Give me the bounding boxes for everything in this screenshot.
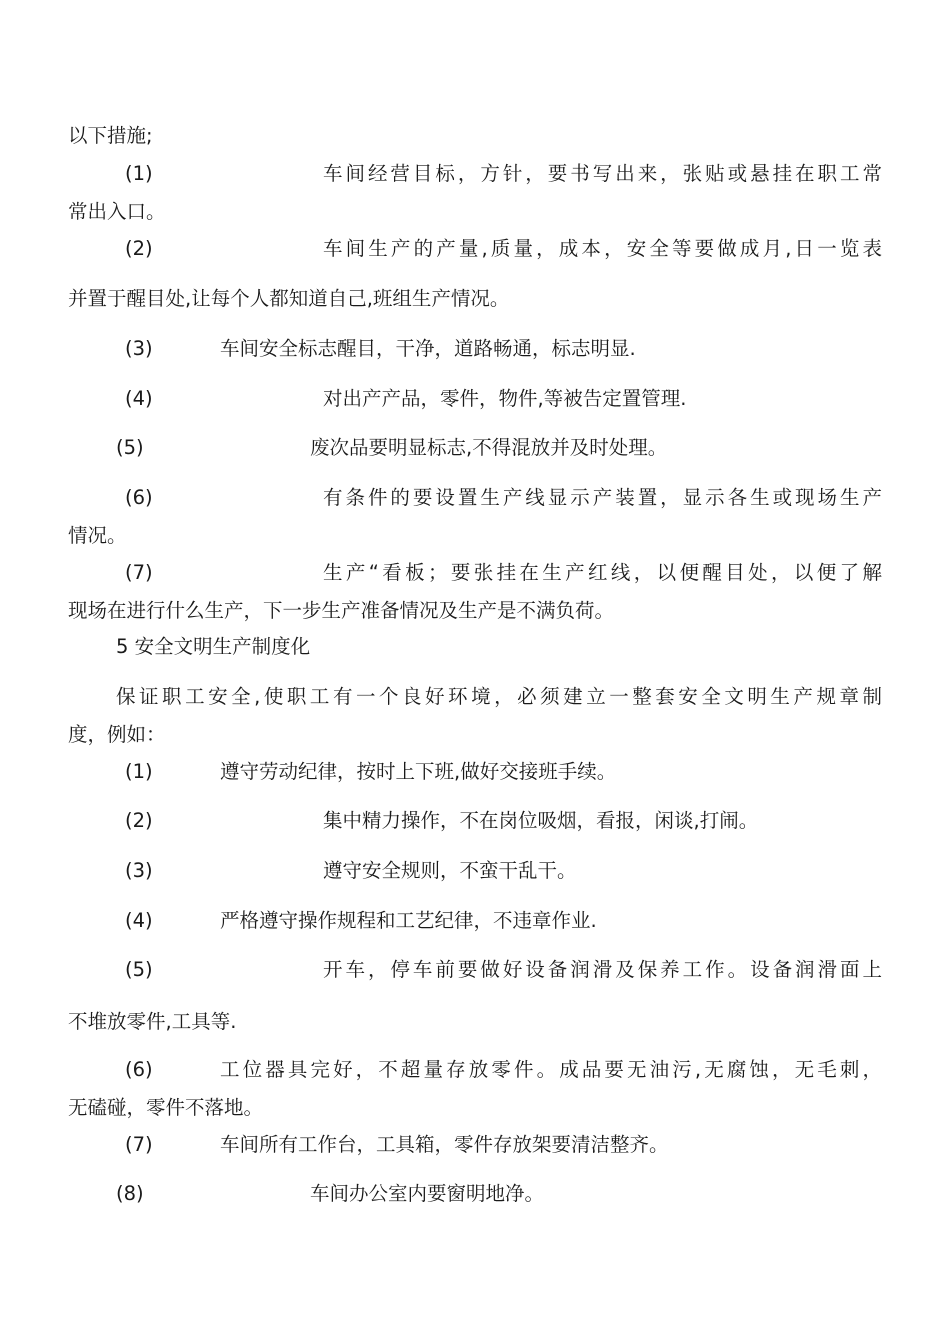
measure-number: (1) <box>125 162 153 185</box>
rule-text: 开车，停车前要做好设备润滑及保养工作。设备润滑面上 <box>323 958 882 981</box>
rule-text-cont: 无磕碰，零件不落地。 <box>68 1096 264 1119</box>
rule-text: 车间所有工作台，工具箱，零件存放架要清洁整齐。 <box>220 1133 669 1156</box>
section-intro-cont: 度，例如： <box>68 723 166 746</box>
rule-number: (2) <box>125 809 153 832</box>
measure-text-cont: 常出入口。 <box>68 200 166 223</box>
rule-number: (4) <box>125 909 153 932</box>
measure-text: 车间安全标志醒目，干净，道路畅通，标志明显. <box>220 337 636 360</box>
measure-text: 废次品要明显标志,不得混放并及时处理。 <box>310 436 668 459</box>
measure-number: (7) <box>125 561 153 584</box>
rule-text: 集中精力操作，不在岗位吸烟，看报，闲谈,打闹。 <box>323 809 759 832</box>
rule-text: 遵守安全规则，不蛮干乱干。 <box>323 859 577 882</box>
measure-text-cont: 并置于醒目处,让每个人都知道自己,班组生产情况。 <box>68 287 510 310</box>
rule-number: (1) <box>125 760 153 783</box>
measure-number: (6) <box>125 486 153 509</box>
rule-number: (5) <box>125 958 153 981</box>
measure-text: 车间生产的产量,质量，成本，安全等要做成月,日一览表 <box>323 237 882 260</box>
measure-number: (3) <box>125 337 153 360</box>
rule-text: 工位器具完好，不超量存放零件。成品要无油污,无腐蚀，无毛刺， <box>220 1058 882 1081</box>
rule-number: (7) <box>125 1133 153 1156</box>
rule-number: (6) <box>125 1058 153 1081</box>
measure-number: (5) <box>116 436 144 459</box>
rule-text: 遵守劳动纪律，按时上下班,做好交接班手续。 <box>220 760 617 783</box>
measure-number: (4) <box>125 387 153 410</box>
section-intro-text: 保证职工安全,使职工有一个良好环境，必须建立一整套安全文明生产规章制 <box>116 685 882 708</box>
measure-text-cont: 现场在进行什么生产，下一步生产准备情况及生产是不满负荷。 <box>68 599 615 622</box>
measure-text: 车间经营目标，方针，要书写出来，张贴或悬挂在职工常 <box>323 162 882 185</box>
section-heading: 5 安全文明生产制度化 <box>116 635 311 658</box>
measure-number: (2) <box>125 237 153 260</box>
rule-text: 车间办公室内要窗明地净。 <box>310 1182 545 1205</box>
measure-text: 有条件的要设置生产线显示产装置，显示各生或现场生产 <box>323 486 882 509</box>
measure-text: 对出产产品，零件，物件,等被告定置管理. <box>323 387 687 410</box>
rule-number: (3) <box>125 859 153 882</box>
rule-text: 严格遵守操作规程和工艺纪律，不违章作业. <box>220 909 597 932</box>
measure-text-cont: 情况。 <box>68 524 127 547</box>
rule-text-cont: 不堆放零件,工具等. <box>68 1010 237 1033</box>
measure-text: 生产“看板；要张挂在生产红线，以便醒目处，以便了解 <box>323 561 882 584</box>
intro-text: 以下措施; <box>68 124 153 147</box>
rule-number: (8) <box>116 1182 144 1205</box>
